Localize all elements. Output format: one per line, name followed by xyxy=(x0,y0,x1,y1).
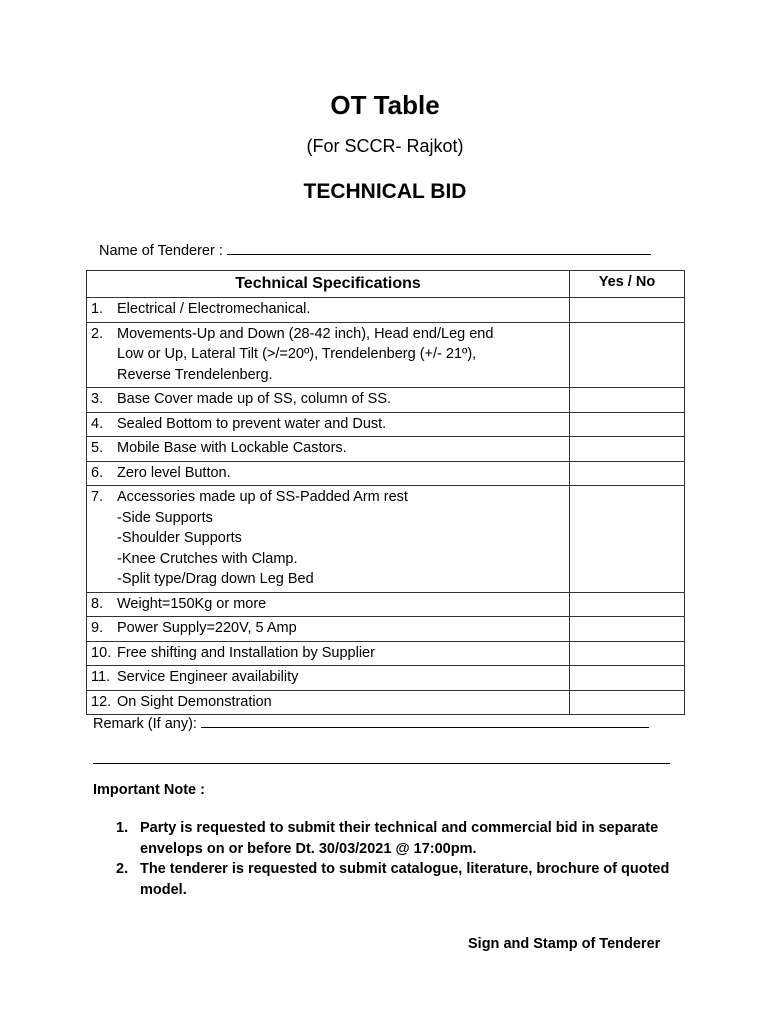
section-heading: TECHNICAL BID xyxy=(303,180,467,203)
document-subtitle: (For SCCR- Rajkot) xyxy=(306,136,464,156)
tenderer-name-field[interactable] xyxy=(227,241,651,255)
document-title: OT Table xyxy=(330,90,440,120)
yes-no-cell[interactable] xyxy=(570,486,685,593)
spec-cell xyxy=(87,437,570,462)
note-number: 1. xyxy=(116,820,129,836)
spec-item xyxy=(87,486,569,592)
table-row xyxy=(87,617,685,642)
spec-line: -Split type/Drag down Leg Bed xyxy=(117,571,314,587)
table-row xyxy=(87,486,685,593)
table-row xyxy=(87,592,685,617)
spec-number: 12. xyxy=(91,693,112,710)
spec-text xyxy=(117,389,569,410)
tenderer-label: Name of Tenderer : xyxy=(99,243,223,259)
spec-cell xyxy=(87,592,570,617)
remark-field[interactable] xyxy=(201,714,649,728)
spec-number: 4. xyxy=(91,415,104,432)
spec-line: Power Supply=220V, 5 Amp xyxy=(117,620,297,636)
spec-cell xyxy=(87,322,570,388)
yes-no-cell[interactable] xyxy=(570,388,685,413)
spec-number: 8. xyxy=(91,595,104,612)
yes-no-cell[interactable] xyxy=(570,641,685,666)
spec-line: -Side Supports xyxy=(117,509,213,526)
spec-item xyxy=(87,437,569,461)
remark-continuation-line[interactable] xyxy=(93,763,670,764)
spec-line: Accessories made up of SS-Padded Arm rest xyxy=(117,489,408,505)
yes-no-cell[interactable] xyxy=(570,690,685,715)
spec-text xyxy=(117,324,569,386)
spec-number: 3. xyxy=(91,391,104,407)
signature-label: Sign and Stamp of Tenderer xyxy=(468,936,661,952)
spec-item xyxy=(87,462,569,486)
spec-line: Base Cover made up of SS, column of SS. xyxy=(117,391,392,407)
note-text: Party is requested to submit their technical and commercial bid in separate envelops on or before Dt. 30/03/2021 @ 17:00pm. xyxy=(140,820,659,857)
table-row xyxy=(87,461,685,486)
header-yes-no: Yes / No xyxy=(570,271,685,298)
yes-no-cell[interactable] xyxy=(570,461,685,486)
note-number: 2. xyxy=(116,861,129,877)
spec-cell xyxy=(87,617,570,642)
spec-number: 10. xyxy=(91,644,112,661)
spec-text xyxy=(117,692,569,713)
spec-item xyxy=(87,666,569,690)
important-note-title: Important Note : xyxy=(93,782,205,798)
spec-item xyxy=(87,642,569,666)
table-row xyxy=(87,298,685,323)
remark-row xyxy=(93,714,649,732)
spec-line: Reverse Trendelenberg. xyxy=(117,366,273,383)
specifications-body xyxy=(87,298,685,715)
yes-no-cell[interactable] xyxy=(570,412,685,437)
table-header-row xyxy=(87,271,685,298)
spec-number: 9. xyxy=(91,620,104,636)
note-item xyxy=(116,818,676,859)
yes-no-cell[interactable] xyxy=(570,617,685,642)
spec-item xyxy=(87,691,569,715)
spec-line: -Shoulder Supports xyxy=(117,530,242,546)
spec-line: Movements-Up and Down (28-42 inch), Head end/Leg end xyxy=(117,325,494,342)
spec-text xyxy=(117,643,569,664)
specifications-table xyxy=(86,270,685,715)
spec-cell xyxy=(87,388,570,413)
table-row xyxy=(87,690,685,715)
spec-line: Mobile Base with Lockable Castors. xyxy=(117,440,347,456)
spec-number: 5. xyxy=(91,440,104,456)
spec-line: Zero level Button. xyxy=(117,464,231,481)
table-row xyxy=(87,666,685,691)
spec-cell xyxy=(87,641,570,666)
spec-text xyxy=(117,618,569,639)
important-notes-list xyxy=(116,818,676,900)
spec-line: Electrical / Electromechanical. xyxy=(117,301,311,317)
spec-cell xyxy=(87,412,570,437)
note-text: The tenderer is requested to submit catalogue, literature, brochure of quoted model. xyxy=(140,861,670,898)
spec-line: Low or Up, Lateral Tilt (>/=20º), Trendelenberg (+/- 21º), xyxy=(117,346,477,362)
header-technical-specifications: Technical Specifications xyxy=(87,271,570,298)
spec-text xyxy=(117,487,569,590)
yes-no-cell[interactable] xyxy=(570,437,685,462)
spec-cell xyxy=(87,486,570,593)
spec-number: 11. xyxy=(91,669,111,685)
spec-number: 1. xyxy=(91,301,104,317)
tenderer-name-row xyxy=(99,241,651,259)
spec-text xyxy=(117,463,569,484)
spec-cell xyxy=(87,298,570,323)
yes-no-cell[interactable] xyxy=(570,666,685,691)
note-item xyxy=(116,859,676,900)
spec-number: 7. xyxy=(91,489,104,505)
table-row xyxy=(87,388,685,413)
spec-item xyxy=(87,323,569,388)
spec-cell xyxy=(87,461,570,486)
remark-label: Remark (If any): xyxy=(93,716,197,732)
spec-line: On Sight Demonstration xyxy=(117,693,272,710)
table-row xyxy=(87,437,685,462)
spec-cell xyxy=(87,690,570,715)
spec-text xyxy=(117,414,569,435)
spec-text xyxy=(117,438,569,459)
spec-item xyxy=(87,413,569,437)
table-row xyxy=(87,412,685,437)
spec-line: -Knee Crutches with Clamp. xyxy=(117,550,298,567)
spec-text xyxy=(117,594,569,615)
spec-item xyxy=(87,388,569,412)
spec-item xyxy=(87,298,569,322)
spec-number: 2. xyxy=(91,325,104,342)
spec-number: 6. xyxy=(91,464,104,481)
table-row xyxy=(87,641,685,666)
yes-no-cell[interactable] xyxy=(570,322,685,388)
spec-line: Service Engineer availability xyxy=(117,669,299,685)
spec-cell xyxy=(87,666,570,691)
spec-line: Free shifting and Installation by Supplier xyxy=(117,644,375,661)
spec-text xyxy=(117,299,569,320)
spec-line: Sealed Bottom to prevent water and Dust. xyxy=(117,415,387,432)
spec-item xyxy=(87,617,569,641)
spec-text xyxy=(117,667,569,688)
table-row xyxy=(87,322,685,388)
spec-line: Weight=150Kg or more xyxy=(117,595,267,612)
spec-item xyxy=(87,593,569,617)
yes-no-cell[interactable] xyxy=(570,592,685,617)
yes-no-cell[interactable] xyxy=(570,298,685,323)
